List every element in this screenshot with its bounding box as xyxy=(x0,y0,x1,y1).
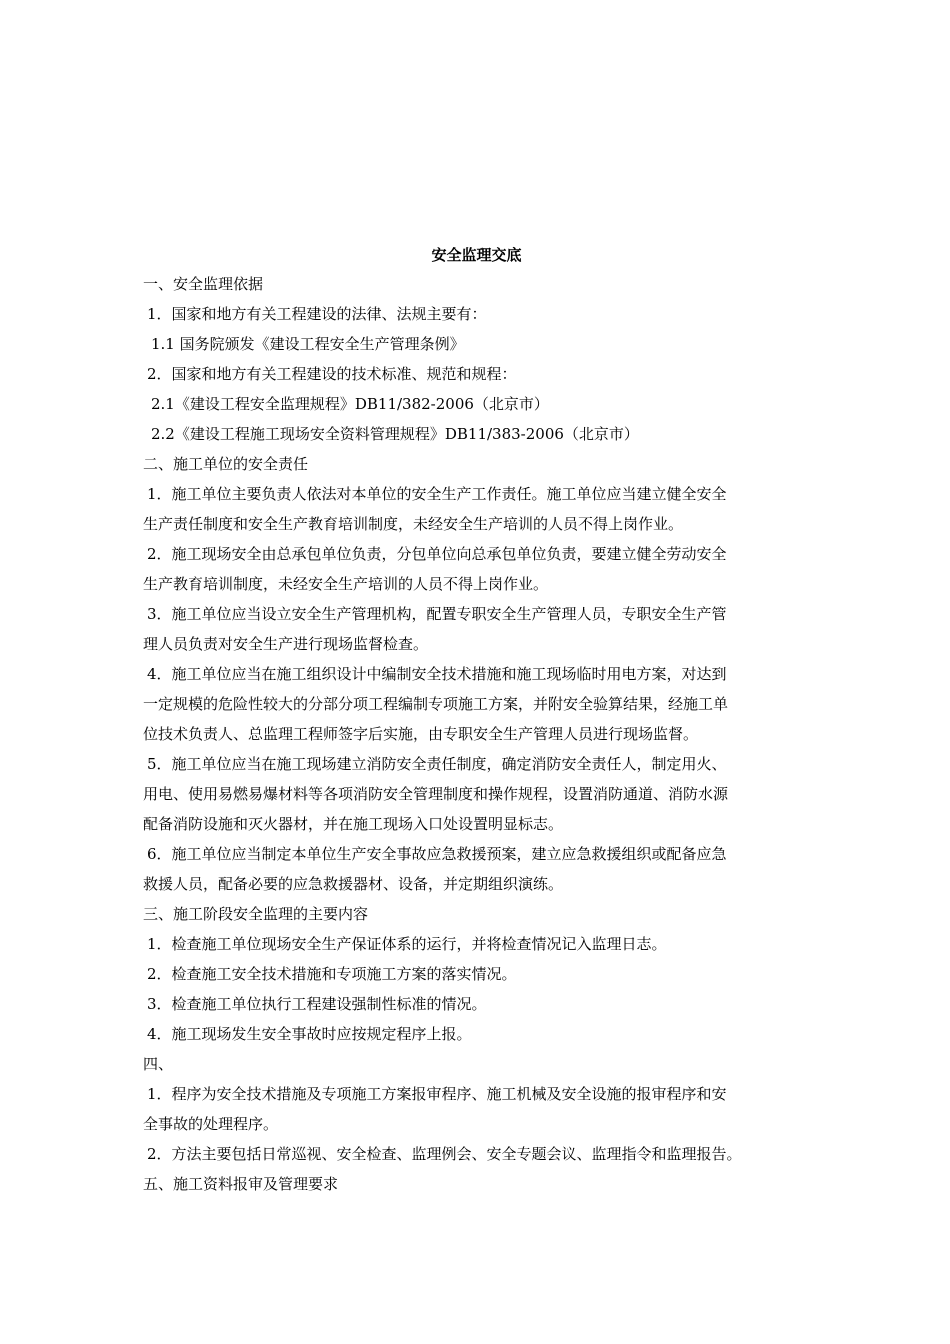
section-3-item: 1．检查施工单位现场安全生产保证体系的运行，并将检查情况记入监理日志。 xyxy=(147,935,667,953)
section-1-item: 2．国家和地方有关工程建设的技术标准、规范和规程： xyxy=(147,365,517,383)
paragraph-line: 1．程序为安全技术措施及专项施工方案报审程序、施工机械及安全设施的报审程序和安 xyxy=(147,1085,727,1103)
paragraph-line: 位技术负责人、总监理工程师签字后实施，由专职安全生产管理人员进行现场监督。 xyxy=(143,725,699,743)
section-4-paragraph xyxy=(143,1079,808,1139)
paragraph-line: 一定规模的危险性较大的分部分项工程编制专项施工方案，并附安全验算结果，经施工单 xyxy=(143,695,729,713)
paragraph-line: 1．施工单位主要负责人依法对本单位的安全生产工作责任。施工单位应当建立健全安全 xyxy=(147,485,727,503)
section-3-item: 2．检查施工安全技术措施和专项施工方案的落实情况。 xyxy=(147,965,517,983)
paragraph-line: 生产教育培训制度，未经安全生产培训的人员不得上岗作业。 xyxy=(143,575,549,593)
paragraph-line: 用电、使用易燃易爆材料等各项消防安全管理制度和操作规程，设置消防通道、消防水源 xyxy=(143,785,729,803)
section-3-heading: 三、施工阶段安全监理的主要内容 xyxy=(143,905,369,923)
paragraph-line: 全事故的处理程序。 xyxy=(143,1115,279,1133)
paragraph-line: 救援人员，配备必要的应急救援器材、设备，并定期组织演练。 xyxy=(143,875,564,893)
paragraph-line: 6．施工单位应当制定本单位生产安全事故应急救援预案，建立应急救援组织或配备应急 xyxy=(147,845,727,863)
paragraph-line: 理人员负责对安全生产进行现场监督检查。 xyxy=(143,635,429,653)
section-3-item: 3．检查施工单位执行工程建设强制性标准的情况。 xyxy=(147,995,487,1013)
section-1-item: 1．国家和地方有关工程建设的法律、法规主要有： xyxy=(147,305,487,323)
section-1-item: 1.1 国务院颁发《建设工程安全生产管理条例》 xyxy=(151,335,465,353)
document-body xyxy=(143,243,808,1199)
section-1-heading: 一、安全监理依据 xyxy=(143,275,264,293)
paragraph-line: 2．施工现场安全由总承包单位负责，分包单位向总承包单位负责，要建立健全劳动安全 xyxy=(147,545,727,563)
section-3-item: 4．施工现场发生安全事故时应按规定程序上报。 xyxy=(147,1025,472,1043)
section-4-item: 2．方法主要包括日常巡视、安全检查、监理例会、安全专题会议、监理指令和监理报告。 xyxy=(147,1145,742,1163)
paragraph-line: 生产责任制度和安全生产教育培训制度，未经安全生产培训的人员不得上岗作业。 xyxy=(143,515,684,533)
document-title: 安全监理交底 xyxy=(431,246,522,264)
section-5-heading: 五、施工资料报审及管理要求 xyxy=(143,1175,339,1193)
section-2-heading: 二、施工单位的安全责任 xyxy=(143,455,309,473)
section-2-paragraph xyxy=(143,659,808,749)
paragraph-line: 3．施工单位应当设立安全生产管理机构，配置专职安全生产管理人员，专职安全生产管 xyxy=(147,605,727,623)
section-1-item: 2.2《建设工程施工现场安全资料管理规程》DB11/383-2006（北京市） xyxy=(151,425,639,443)
section-2-paragraph xyxy=(143,839,808,899)
paragraph-line: 4．施工单位应当在施工组织设计中编制安全技术措施和施工现场临时用电方案，对达到 xyxy=(147,665,727,683)
section-1-item: 2.1《建设工程安全监理规程》DB11/382-2006（北京市） xyxy=(151,395,549,413)
section-2-paragraph xyxy=(143,599,808,659)
paragraph-line: 配备消防设施和灭火器材，并在施工现场入口处设置明显标志。 xyxy=(143,815,564,833)
section-2-paragraph xyxy=(143,749,808,839)
section-2-paragraph xyxy=(143,479,808,539)
paragraph-line: 5．施工单位应当在施工现场建立消防安全责任制度，确定消防安全责任人，制定用火、 xyxy=(147,755,727,773)
section-2-paragraph xyxy=(143,539,808,599)
section-4-heading: 四、 xyxy=(143,1055,174,1073)
